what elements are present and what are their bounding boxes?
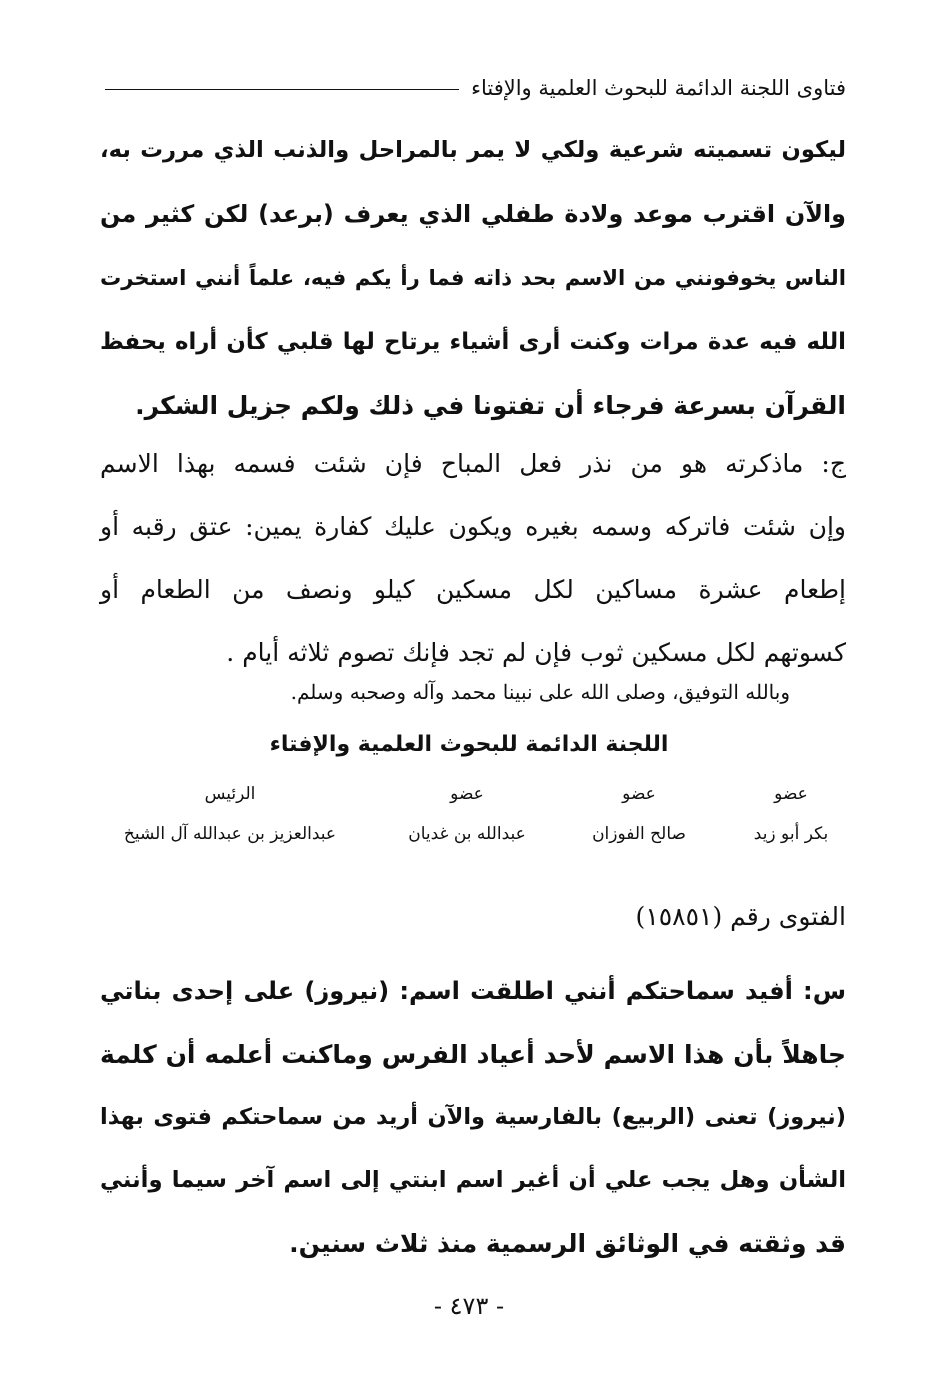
signatory-name: عبدالعزيز بن عبدالله آل الشيخ	[123, 824, 337, 844]
question-1-line: ليكون تسميته شرعية ولكي لا يمر بالمراحل والذنب الذي مررت به،	[100, 137, 846, 163]
header-rule	[105, 89, 459, 90]
committee-title: اللجنة الدائمة للبحوث العلمية والإفتاء	[269, 732, 669, 757]
running-header-title: فتاوى اللجنة الدائمة للبحوث العلمية والإفتاء	[471, 76, 846, 100]
signatory-role: عضو	[622, 784, 656, 804]
signatory-names	[100, 824, 846, 844]
closing-statement: وبالله التوفيق، وصلى الله على نبينا محمد وآله وصحبه وسلم.	[290, 680, 790, 704]
signatory-name: بكر أبو زيد	[753, 824, 829, 844]
question-1-line: الناس يخوفونني من الاسم بحد ذاته فما رأ يكم فيه، علماً أنني استخرت	[100, 265, 846, 290]
running-header	[105, 68, 846, 108]
fatwa-number: الفتوى رقم (١٥٨٥١)	[635, 902, 846, 931]
question-2-line: الشأن وهل يجب علي أن أغير اسم ابنتي إلى اسم آخر سيما وأنني	[100, 1167, 846, 1193]
signatory-role: الرئيس	[204, 784, 256, 804]
signatory-name: صالح الفوزان	[592, 824, 686, 844]
question-1-line: والآن اقترب موعد ولادة طفلي الذي يعرف (برعد) لكن كثير من	[100, 200, 846, 228]
answer-1	[100, 432, 846, 684]
signatory-roles	[100, 784, 846, 804]
question-2-line: (نيروز) تعنى (الربيع) بالفارسية والآن أريد من سماحتكم فتوى بهذا	[100, 1104, 846, 1130]
answer-1-line: ج: ماذكرته هو من نذر فعل المباح فإن شئت فسمه بهذا الاسم	[100, 449, 846, 478]
question-2-line: س: أفيد سماحتكم أنني اطلقت اسم: (نيروز) على إحدى بناتي	[100, 977, 846, 1005]
answer-1-line: إطعام عشرة مساكين لكل مسكين كيلو ونصف من الطعام أو	[100, 575, 846, 604]
question-2-line: قد وثقته في الوثائق الرسمية منذ ثلاث سنين.	[289, 1229, 846, 1258]
question-1-line: الله فيه عدة مرات وكنت أرى أشياء يرتاح لها قلبي كأن أراه يحفظ	[100, 329, 846, 355]
question-2-line: جاهلاً بأن هذا الاسم لأحد أعياد الفرس وماكنت أعلمه أن كلمة	[100, 1040, 846, 1069]
question-1	[100, 118, 846, 438]
signatory-name: عبدالله بن غديان	[408, 824, 526, 844]
answer-1-line: وإن شئت فاتركه وسمه بغيره ويكون عليك كفارة يمين: عتق رقبه أو	[100, 512, 846, 541]
question-1-line: القرآن بسرعة فرجاء أن تفتونا في ذلك ولكم جزيل الشكر.	[135, 391, 846, 420]
signatory-role: عضو	[450, 784, 484, 804]
answer-1-line: كسوتهم لكل مسكين ثوب فإن لم تجد فإنك تصوم ثلاثه أيام .	[226, 638, 846, 667]
page-number: - ٤٧٣ -	[433, 1292, 505, 1320]
signatory-role: عضو	[774, 784, 808, 804]
question-2	[100, 960, 846, 1275]
